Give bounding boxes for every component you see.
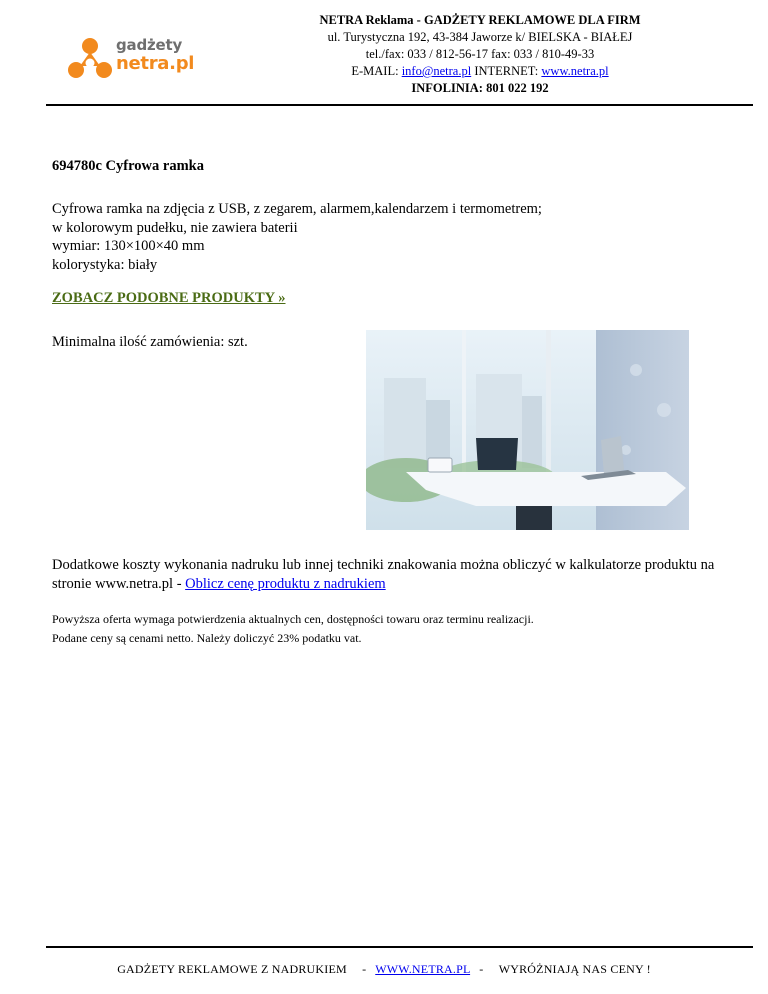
company-logo [66,36,216,82]
website-link[interactable]: www.netra.pl [541,64,609,78]
product-description [52,200,542,274]
footer-divider [46,946,753,948]
address-line: ul. Turystyczna 192, 43-384 Jaworze k/ BIELSKA - BIAŁEJ [327,30,633,44]
offer-notes [52,610,534,648]
footer-left-text: GADŻETY REKLAMOWE Z NADRUKIEM [117,962,347,976]
printing-costs-text: Dodatkowe koszty wykonania nadruku lub innej techniki znakowania można obliczyć w kalkulatorze produktu na stronie www.netra.pl - [52,557,715,592]
contact-line [270,63,690,80]
company-header [270,12,690,97]
similar-products-link[interactable]: ZOBACZ PODOBNE PRODUKTY » [52,290,286,306]
note-line: Podane ceny są cenami netto. Należy doliczyć 23% podatku vat. [52,631,362,645]
description-line: kolorystyka: biały [52,256,158,273]
note-line: Powyższa oferta wymaga potwierdzenia aktualnych cen, dostępności towaru oraz terminu realizacji. [52,612,534,626]
footer-website-link[interactable]: WWW.NETRA.PL [375,962,471,976]
footer [0,962,768,977]
email-link[interactable]: info@netra.pl [401,64,472,78]
minimum-order-text: Minimalna ilość zamówienia: szt. [52,334,248,350]
product-title: 694780c Cyfrowa ramka [52,158,204,174]
printing-costs-info [52,556,752,594]
footer-separator: - [362,962,367,976]
header-divider [46,104,753,106]
product-photo [366,330,689,530]
description-line: w kolorowym pudełku, nie zawiera baterii [52,219,298,236]
logo-text-top: gadżety [116,36,183,54]
internet-label: INTERNET: [471,64,542,78]
price-calculator-link[interactable]: Oblicz cenę produktu z nadrukiem [185,576,386,592]
phone-line: tel./fax: 033 / 812-56-17 fax: 033 / 810-49-33 [365,47,595,61]
hotline-line: INFOLINIA: 801 022 192 [411,81,549,95]
footer-right-text: WYRÓŻNIAJĄ NAS CENY ! [498,962,651,976]
email-label: E-MAIL: [351,64,402,78]
description-line: wymiar: 130×100×40 mm [52,238,205,254]
logo-text-bottom: netra.pl [116,53,195,74]
description-line: Cyfrowa ramka na zdjęcia z USB, z zegarem, alarmem,kalendarzem i termometrem; [52,201,542,217]
office-desk-image [366,330,689,530]
company-name-line: NETRA Reklama - GADŻETY REKLAMOWE DLA FIRM [319,13,641,27]
footer-separator: - [479,962,484,976]
